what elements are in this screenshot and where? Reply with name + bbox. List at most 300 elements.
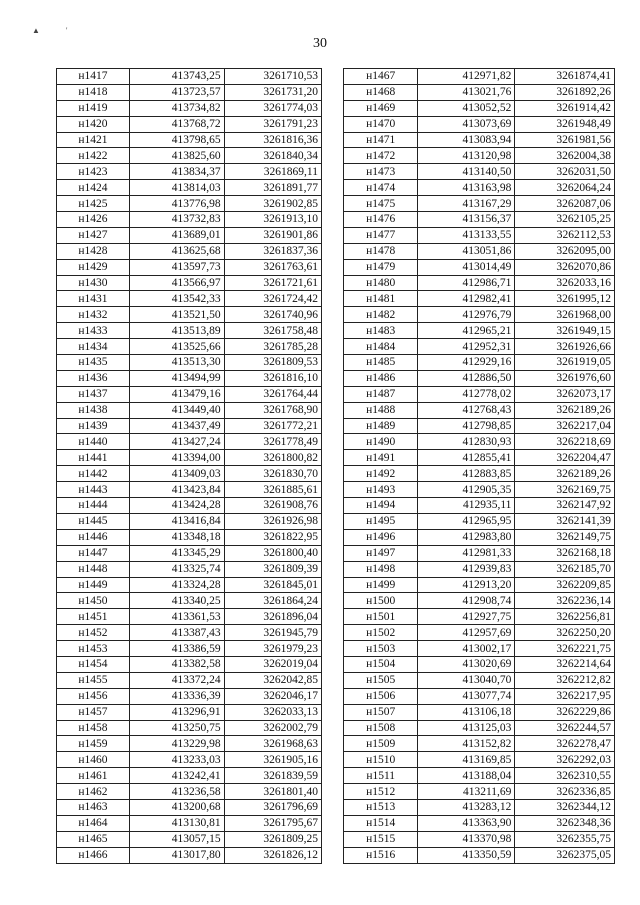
x-coordinate-cell: 413002,17 bbox=[418, 641, 515, 657]
y-coordinate-cell: 3262250,20 bbox=[515, 625, 615, 641]
x-coordinate-cell: 412952,31 bbox=[418, 339, 515, 355]
x-coordinate-cell: 413723,57 bbox=[129, 84, 224, 100]
table-row bbox=[344, 164, 615, 180]
x-coordinate-cell: 413324,28 bbox=[129, 577, 224, 593]
y-coordinate-cell: 3261926,66 bbox=[515, 339, 615, 355]
point-id-cell: н1429 bbox=[57, 259, 130, 275]
table-row bbox=[57, 275, 322, 291]
table-row bbox=[344, 418, 615, 434]
point-id-cell: н1441 bbox=[57, 450, 130, 466]
y-coordinate-cell: 3262217,95 bbox=[515, 688, 615, 704]
x-coordinate-cell: 413348,18 bbox=[129, 529, 224, 545]
table-row bbox=[344, 69, 615, 85]
x-coordinate-cell: 413077,74 bbox=[418, 688, 515, 704]
y-coordinate-cell: 3262292,03 bbox=[515, 752, 615, 768]
table-row bbox=[344, 641, 615, 657]
y-coordinate-cell: 3261710,53 bbox=[224, 69, 321, 85]
x-coordinate-cell: 413040,70 bbox=[418, 672, 515, 688]
table-row bbox=[344, 768, 615, 784]
y-coordinate-cell: 3261896,04 bbox=[224, 609, 321, 625]
y-coordinate-cell: 3261919,05 bbox=[515, 355, 615, 371]
table-row bbox=[344, 148, 615, 164]
y-coordinate-cell: 3262185,70 bbox=[515, 561, 615, 577]
y-coordinate-cell: 3261809,53 bbox=[224, 355, 321, 371]
table-row bbox=[57, 164, 322, 180]
point-id-cell: н1482 bbox=[344, 307, 418, 323]
x-coordinate-cell: 413513,89 bbox=[129, 323, 224, 339]
x-coordinate-cell: 413350,59 bbox=[418, 847, 515, 863]
table-row bbox=[344, 704, 615, 720]
table-row bbox=[57, 545, 322, 561]
x-coordinate-cell: 413083,94 bbox=[418, 132, 515, 148]
x-coordinate-cell: 413156,37 bbox=[418, 212, 515, 228]
point-id-cell: н1483 bbox=[344, 323, 418, 339]
x-coordinate-cell: 413387,43 bbox=[129, 625, 224, 641]
table-row bbox=[57, 69, 322, 85]
point-id-cell: н1496 bbox=[344, 529, 418, 545]
y-coordinate-cell: 3262147,92 bbox=[515, 498, 615, 514]
table-row bbox=[344, 672, 615, 688]
table-row bbox=[344, 625, 615, 641]
scan-mark: ' bbox=[66, 26, 68, 35]
y-coordinate-cell: 3261800,82 bbox=[224, 450, 321, 466]
y-coordinate-cell: 3262042,85 bbox=[224, 672, 321, 688]
x-coordinate-cell: 413017,80 bbox=[129, 847, 224, 863]
point-id-cell: н1419 bbox=[57, 100, 130, 116]
x-coordinate-cell: 412929,16 bbox=[418, 355, 515, 371]
x-coordinate-cell: 413229,98 bbox=[129, 736, 224, 752]
x-coordinate-cell: 412830,93 bbox=[418, 434, 515, 450]
point-id-cell: н1427 bbox=[57, 227, 130, 243]
table-row bbox=[57, 243, 322, 259]
y-coordinate-cell: 3261837,36 bbox=[224, 243, 321, 259]
point-id-cell: н1503 bbox=[344, 641, 418, 657]
table-row bbox=[344, 275, 615, 291]
table-row bbox=[344, 482, 615, 498]
y-coordinate-cell: 3262214,64 bbox=[515, 656, 615, 672]
x-coordinate-cell: 413386,59 bbox=[129, 641, 224, 657]
point-id-cell: н1480 bbox=[344, 275, 418, 291]
x-coordinate-cell: 413051,86 bbox=[418, 243, 515, 259]
y-coordinate-cell: 3262218,69 bbox=[515, 434, 615, 450]
x-coordinate-cell: 413242,41 bbox=[129, 768, 224, 784]
x-coordinate-cell: 413014,49 bbox=[418, 259, 515, 275]
point-id-cell: н1481 bbox=[344, 291, 418, 307]
y-coordinate-cell: 3262004,38 bbox=[515, 148, 615, 164]
point-id-cell: н1493 bbox=[344, 482, 418, 498]
y-coordinate-cell: 3261826,12 bbox=[224, 847, 321, 863]
table-row bbox=[344, 227, 615, 243]
point-id-cell: н1422 bbox=[57, 148, 130, 164]
point-id-cell: н1457 bbox=[57, 704, 130, 720]
x-coordinate-cell: 413020,69 bbox=[418, 656, 515, 672]
x-coordinate-cell: 413479,16 bbox=[129, 386, 224, 402]
y-coordinate-cell: 3261913,10 bbox=[224, 212, 321, 228]
table-row bbox=[57, 704, 322, 720]
point-id-cell: н1510 bbox=[344, 752, 418, 768]
point-id-cell: н1424 bbox=[57, 180, 130, 196]
x-coordinate-cell: 413597,73 bbox=[129, 259, 224, 275]
y-coordinate-cell: 3261968,63 bbox=[224, 736, 321, 752]
x-coordinate-cell: 413814,03 bbox=[129, 180, 224, 196]
table-row bbox=[344, 815, 615, 831]
y-coordinate-cell: 3261905,16 bbox=[224, 752, 321, 768]
y-coordinate-cell: 3262168,18 bbox=[515, 545, 615, 561]
table-row bbox=[344, 720, 615, 736]
x-coordinate-cell: 413437,49 bbox=[129, 418, 224, 434]
table-row bbox=[344, 339, 615, 355]
x-coordinate-cell: 412935,11 bbox=[418, 498, 515, 514]
y-coordinate-cell: 3261740,96 bbox=[224, 307, 321, 323]
x-coordinate-cell: 413250,75 bbox=[129, 720, 224, 736]
table-row bbox=[57, 656, 322, 672]
x-coordinate-cell: 412965,21 bbox=[418, 323, 515, 339]
y-coordinate-cell: 3262095,00 bbox=[515, 243, 615, 259]
table-row bbox=[57, 847, 322, 863]
table-row bbox=[57, 482, 322, 498]
y-coordinate-cell: 3261892,26 bbox=[515, 84, 615, 100]
y-coordinate-cell: 3262221,75 bbox=[515, 641, 615, 657]
point-id-cell: н1445 bbox=[57, 513, 130, 529]
x-coordinate-cell: 412798,85 bbox=[418, 418, 515, 434]
y-coordinate-cell: 3261772,21 bbox=[224, 418, 321, 434]
point-id-cell: н1456 bbox=[57, 688, 130, 704]
y-coordinate-cell: 3261768,90 bbox=[224, 402, 321, 418]
point-id-cell: н1502 bbox=[344, 625, 418, 641]
y-coordinate-cell: 3262070,86 bbox=[515, 259, 615, 275]
y-coordinate-cell: 3262149,75 bbox=[515, 529, 615, 545]
table-row bbox=[57, 466, 322, 482]
table-row bbox=[57, 625, 322, 641]
x-coordinate-cell: 412982,41 bbox=[418, 291, 515, 307]
y-coordinate-cell: 3261908,76 bbox=[224, 498, 321, 514]
table-row bbox=[57, 148, 322, 164]
y-coordinate-cell: 3261891,77 bbox=[224, 180, 321, 196]
point-id-cell: н1507 bbox=[344, 704, 418, 720]
table-row bbox=[57, 799, 322, 815]
table-row bbox=[344, 529, 615, 545]
point-id-cell: н1432 bbox=[57, 307, 130, 323]
y-coordinate-cell: 3262002,79 bbox=[224, 720, 321, 736]
table-row bbox=[57, 736, 322, 752]
point-id-cell: н1438 bbox=[57, 402, 130, 418]
point-id-cell: н1437 bbox=[57, 386, 130, 402]
point-id-cell: н1505 bbox=[344, 672, 418, 688]
point-id-cell: н1491 bbox=[344, 450, 418, 466]
table-row bbox=[344, 100, 615, 116]
x-coordinate-cell: 413732,83 bbox=[129, 212, 224, 228]
y-coordinate-cell: 3262244,57 bbox=[515, 720, 615, 736]
x-coordinate-cell: 412965,95 bbox=[418, 513, 515, 529]
table-row bbox=[57, 259, 322, 275]
x-coordinate-cell: 413743,25 bbox=[129, 69, 224, 85]
table-row bbox=[57, 132, 322, 148]
y-coordinate-cell: 3262189,26 bbox=[515, 402, 615, 418]
y-coordinate-cell: 3261976,60 bbox=[515, 370, 615, 386]
point-id-cell: н1514 bbox=[344, 815, 418, 831]
x-coordinate-cell: 413424,28 bbox=[129, 498, 224, 514]
table-row bbox=[344, 323, 615, 339]
x-coordinate-cell: 412905,35 bbox=[418, 482, 515, 498]
y-coordinate-cell: 3262105,25 bbox=[515, 212, 615, 228]
table-row bbox=[57, 307, 322, 323]
table-row bbox=[344, 132, 615, 148]
point-id-cell: н1450 bbox=[57, 593, 130, 609]
point-id-cell: н1485 bbox=[344, 355, 418, 371]
point-id-cell: н1487 bbox=[344, 386, 418, 402]
y-coordinate-cell: 3262229,86 bbox=[515, 704, 615, 720]
x-coordinate-cell: 413449,40 bbox=[129, 402, 224, 418]
table-row bbox=[57, 513, 322, 529]
table-row bbox=[57, 577, 322, 593]
x-coordinate-cell: 412778,02 bbox=[418, 386, 515, 402]
table-row bbox=[57, 116, 322, 132]
point-id-cell: н1475 bbox=[344, 196, 418, 212]
x-coordinate-cell: 413825,60 bbox=[129, 148, 224, 164]
x-coordinate-cell: 412939,83 bbox=[418, 561, 515, 577]
table-row bbox=[344, 402, 615, 418]
y-coordinate-cell: 3262112,53 bbox=[515, 227, 615, 243]
y-coordinate-cell: 3261949,15 bbox=[515, 323, 615, 339]
coordinates-table-right bbox=[343, 68, 615, 864]
point-id-cell: н1478 bbox=[344, 243, 418, 259]
y-coordinate-cell: 3261822,95 bbox=[224, 529, 321, 545]
point-id-cell: н1465 bbox=[57, 831, 130, 847]
scan-mark: ▲ bbox=[32, 26, 40, 35]
x-coordinate-cell: 413052,52 bbox=[418, 100, 515, 116]
point-id-cell: н1455 bbox=[57, 672, 130, 688]
x-coordinate-cell: 413073,69 bbox=[418, 116, 515, 132]
y-coordinate-cell: 3262046,17 bbox=[224, 688, 321, 704]
x-coordinate-cell: 413494,99 bbox=[129, 370, 224, 386]
point-id-cell: н1428 bbox=[57, 243, 130, 259]
table-row bbox=[57, 434, 322, 450]
table-row bbox=[57, 672, 322, 688]
y-coordinate-cell: 3261809,39 bbox=[224, 561, 321, 577]
table-row bbox=[344, 799, 615, 815]
x-coordinate-cell: 412855,41 bbox=[418, 450, 515, 466]
y-coordinate-cell: 3261778,49 bbox=[224, 434, 321, 450]
point-id-cell: н1449 bbox=[57, 577, 130, 593]
point-id-cell: н1512 bbox=[344, 784, 418, 800]
y-coordinate-cell: 3262209,85 bbox=[515, 577, 615, 593]
y-coordinate-cell: 3262064,24 bbox=[515, 180, 615, 196]
point-id-cell: н1500 bbox=[344, 593, 418, 609]
point-id-cell: н1471 bbox=[344, 132, 418, 148]
table-row bbox=[344, 688, 615, 704]
x-coordinate-cell: 413394,00 bbox=[129, 450, 224, 466]
x-coordinate-cell: 413409,03 bbox=[129, 466, 224, 482]
point-id-cell: н1497 bbox=[344, 545, 418, 561]
x-coordinate-cell: 413542,33 bbox=[129, 291, 224, 307]
table-row bbox=[57, 323, 322, 339]
point-id-cell: н1515 bbox=[344, 831, 418, 847]
x-coordinate-cell: 413625,68 bbox=[129, 243, 224, 259]
point-id-cell: н1447 bbox=[57, 545, 130, 561]
point-id-cell: н1451 bbox=[57, 609, 130, 625]
x-coordinate-cell: 413133,55 bbox=[418, 227, 515, 243]
y-coordinate-cell: 3262033,16 bbox=[515, 275, 615, 291]
point-id-cell: н1464 bbox=[57, 815, 130, 831]
x-coordinate-cell: 413525,66 bbox=[129, 339, 224, 355]
table-row bbox=[344, 259, 615, 275]
point-id-cell: н1435 bbox=[57, 355, 130, 371]
point-id-cell: н1421 bbox=[57, 132, 130, 148]
table-row bbox=[57, 498, 322, 514]
table-row bbox=[344, 593, 615, 609]
point-id-cell: н1489 bbox=[344, 418, 418, 434]
y-coordinate-cell: 3261816,36 bbox=[224, 132, 321, 148]
table-row bbox=[57, 370, 322, 386]
x-coordinate-cell: 413370,98 bbox=[418, 831, 515, 847]
y-coordinate-cell: 3261968,00 bbox=[515, 307, 615, 323]
x-coordinate-cell: 413296,91 bbox=[129, 704, 224, 720]
x-coordinate-cell: 413513,30 bbox=[129, 355, 224, 371]
table-row bbox=[57, 386, 322, 402]
y-coordinate-cell: 3262217,04 bbox=[515, 418, 615, 434]
y-coordinate-cell: 3261885,61 bbox=[224, 482, 321, 498]
table-row bbox=[57, 212, 322, 228]
y-coordinate-cell: 3261995,12 bbox=[515, 291, 615, 307]
table-row bbox=[57, 752, 322, 768]
point-id-cell: н1459 bbox=[57, 736, 130, 752]
y-coordinate-cell: 3262348,36 bbox=[515, 815, 615, 831]
table-row bbox=[344, 545, 615, 561]
y-coordinate-cell: 3262033,13 bbox=[224, 704, 321, 720]
y-coordinate-cell: 3262031,50 bbox=[515, 164, 615, 180]
table-row bbox=[344, 609, 615, 625]
x-coordinate-cell: 412913,20 bbox=[418, 577, 515, 593]
y-coordinate-cell: 3261979,23 bbox=[224, 641, 321, 657]
x-coordinate-cell: 413140,50 bbox=[418, 164, 515, 180]
x-coordinate-cell: 413163,98 bbox=[418, 180, 515, 196]
point-id-cell: н1479 bbox=[344, 259, 418, 275]
y-coordinate-cell: 3262310,55 bbox=[515, 768, 615, 784]
point-id-cell: н1426 bbox=[57, 212, 130, 228]
y-coordinate-cell: 3261809,25 bbox=[224, 831, 321, 847]
x-coordinate-cell: 412986,71 bbox=[418, 275, 515, 291]
x-coordinate-cell: 413200,68 bbox=[129, 799, 224, 815]
table-row bbox=[344, 466, 615, 482]
y-coordinate-cell: 3261796,69 bbox=[224, 799, 321, 815]
table-row bbox=[57, 450, 322, 466]
x-coordinate-cell: 412983,80 bbox=[418, 529, 515, 545]
x-coordinate-cell: 413167,29 bbox=[418, 196, 515, 212]
y-coordinate-cell: 3262336,85 bbox=[515, 784, 615, 800]
x-coordinate-cell: 412886,50 bbox=[418, 370, 515, 386]
y-coordinate-cell: 3261926,98 bbox=[224, 513, 321, 529]
y-coordinate-cell: 3262141,39 bbox=[515, 513, 615, 529]
table-row bbox=[344, 561, 615, 577]
point-id-cell: н1423 bbox=[57, 164, 130, 180]
x-coordinate-cell: 413566,97 bbox=[129, 275, 224, 291]
point-id-cell: н1472 bbox=[344, 148, 418, 164]
table-row bbox=[57, 784, 322, 800]
point-id-cell: н1511 bbox=[344, 768, 418, 784]
point-id-cell: н1473 bbox=[344, 164, 418, 180]
table-row bbox=[344, 831, 615, 847]
table-row bbox=[344, 307, 615, 323]
table-row bbox=[57, 609, 322, 625]
table-row bbox=[344, 434, 615, 450]
x-coordinate-cell: 413521,50 bbox=[129, 307, 224, 323]
y-coordinate-cell: 3261785,28 bbox=[224, 339, 321, 355]
y-coordinate-cell: 3262204,47 bbox=[515, 450, 615, 466]
table-row bbox=[57, 227, 322, 243]
y-coordinate-cell: 3261774,03 bbox=[224, 100, 321, 116]
point-id-cell: н1495 bbox=[344, 513, 418, 529]
y-coordinate-cell: 3261791,23 bbox=[224, 116, 321, 132]
y-coordinate-cell: 3262073,17 bbox=[515, 386, 615, 402]
table-row bbox=[344, 196, 615, 212]
table-row bbox=[344, 736, 615, 752]
x-coordinate-cell: 413169,85 bbox=[418, 752, 515, 768]
x-coordinate-cell: 413372,24 bbox=[129, 672, 224, 688]
table-row bbox=[344, 355, 615, 371]
x-coordinate-cell: 413689,01 bbox=[129, 227, 224, 243]
table-row bbox=[57, 529, 322, 545]
y-coordinate-cell: 3261731,20 bbox=[224, 84, 321, 100]
point-id-cell: н1501 bbox=[344, 609, 418, 625]
x-coordinate-cell: 413130,81 bbox=[129, 815, 224, 831]
point-id-cell: н1440 bbox=[57, 434, 130, 450]
y-coordinate-cell: 3261901,86 bbox=[224, 227, 321, 243]
x-coordinate-cell: 413021,76 bbox=[418, 84, 515, 100]
y-coordinate-cell: 3261721,61 bbox=[224, 275, 321, 291]
point-id-cell: н1508 bbox=[344, 720, 418, 736]
point-id-cell: н1484 bbox=[344, 339, 418, 355]
table-row bbox=[57, 84, 322, 100]
table-row bbox=[344, 498, 615, 514]
y-coordinate-cell: 3261763,61 bbox=[224, 259, 321, 275]
y-coordinate-cell: 3261948,49 bbox=[515, 116, 615, 132]
x-coordinate-cell: 413382,58 bbox=[129, 656, 224, 672]
x-coordinate-cell: 413363,90 bbox=[418, 815, 515, 831]
y-coordinate-cell: 3261845,01 bbox=[224, 577, 321, 593]
y-coordinate-cell: 3262375,05 bbox=[515, 847, 615, 863]
table-row bbox=[344, 577, 615, 593]
y-coordinate-cell: 3261758,48 bbox=[224, 323, 321, 339]
point-id-cell: н1425 bbox=[57, 196, 130, 212]
table-row bbox=[57, 196, 322, 212]
point-id-cell: н1454 bbox=[57, 656, 130, 672]
point-id-cell: н1470 bbox=[344, 116, 418, 132]
table-row bbox=[344, 656, 615, 672]
point-id-cell: н1434 bbox=[57, 339, 130, 355]
x-coordinate-cell: 413798,65 bbox=[129, 132, 224, 148]
x-coordinate-cell: 413361,53 bbox=[129, 609, 224, 625]
y-coordinate-cell: 3262355,75 bbox=[515, 831, 615, 847]
table-row bbox=[57, 561, 322, 577]
x-coordinate-cell: 413834,37 bbox=[129, 164, 224, 180]
point-id-cell: н1439 bbox=[57, 418, 130, 434]
point-id-cell: н1468 bbox=[344, 84, 418, 100]
point-id-cell: н1442 bbox=[57, 466, 130, 482]
y-coordinate-cell: 3262019,04 bbox=[224, 656, 321, 672]
y-coordinate-cell: 3261914,42 bbox=[515, 100, 615, 116]
point-id-cell: н1453 bbox=[57, 641, 130, 657]
y-coordinate-cell: 3261724,42 bbox=[224, 291, 321, 307]
table-row bbox=[57, 831, 322, 847]
point-id-cell: н1417 bbox=[57, 69, 130, 85]
table-row bbox=[57, 768, 322, 784]
y-coordinate-cell: 3261840,34 bbox=[224, 148, 321, 164]
point-id-cell: н1488 bbox=[344, 402, 418, 418]
point-id-cell: н1452 bbox=[57, 625, 130, 641]
table-row bbox=[344, 752, 615, 768]
point-id-cell: н1506 bbox=[344, 688, 418, 704]
y-coordinate-cell: 3261874,41 bbox=[515, 69, 615, 85]
